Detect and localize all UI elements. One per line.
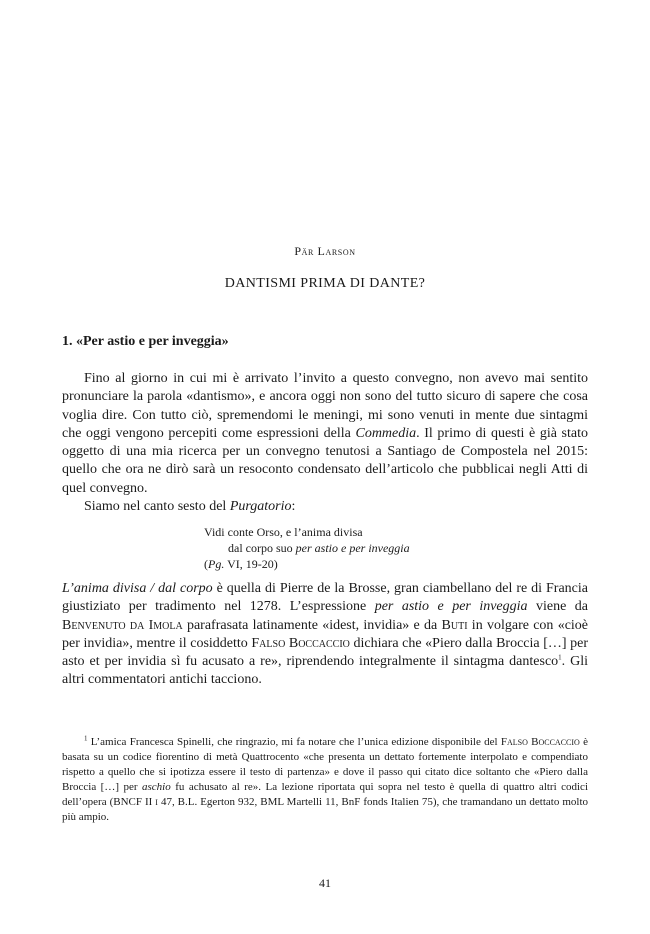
verse-line-2 [204, 540, 410, 556]
commentator-name: Buti [441, 617, 468, 633]
paragraph-1-segment: . Il primo di questi è già stato oggetto di una mia ricerca per un convegno tenutosi a Santiago de Compostela nel 2015: quello che ora ne dirò sarà un resoconto condensato dell’articolo che pubblicai negli Atti di quel convegno. [62, 425, 588, 496]
body-paragraph-2 [62, 580, 588, 690]
footnote-reference[interactable]: 1 [558, 653, 562, 662]
paragraph-2-segment: . Gli altri commentatori antichi tacciono. [62, 654, 588, 688]
verse-line-2-italic: per astio e per inveggia [295, 541, 410, 555]
paragraph-1-text [62, 370, 588, 498]
verse-quotation [204, 524, 410, 572]
footnote-segment: 47, B.L. Egerton 932, BML Martelli 11, BnF fonds Italien 75), che tramandano un dettato molto più ampio. [62, 796, 589, 823]
citation-paren: ( [204, 557, 208, 571]
footnote-1 [62, 735, 588, 825]
paragraph-2-segment: dichiara che «Piero dalla Broccia […] per asto et per invidia sì fu acusato a re», riprendendo integralmente il sintagma dantesco [62, 635, 588, 670]
article-title: DANTISMI PRIMA DI DANTE? [224, 276, 426, 291]
paragraph-2-segment: è quella di Pierre de la Brosse, gran ciambellano del re di Francia giustiziato per tradimento nel 1278. L’espressione [62, 581, 588, 615]
footnote-italic: aschio [142, 781, 171, 793]
work-title-purgatorio: Purgatorio [229, 499, 292, 515]
paragraph-1b-text [62, 498, 588, 516]
paragraph-2-italic: L’anima divisa / dal corpo [62, 581, 213, 596]
paragraph-2-segment: in volgare con «cioè per invidia», mentre il cosiddetto [62, 617, 589, 651]
work-title-commedia: Commedia [355, 425, 417, 441]
footnote-1-text [62, 735, 588, 825]
commentator-name: Benvenuto da Imola [62, 617, 183, 633]
verse-line-2-plain: dal corpo suo [228, 541, 296, 555]
paragraph-1-segment: Fino al giorno in cui mi è arrivato l’invito a questo convegno, non avevo mai sentito pronunciare la parola «dantismo», e ancora oggi non sono del tutto sicuro di sapere che cosa voglia dire. Con tutto ciò, spremendomi le meningi, mi sono venuti in mente due sintagmi che oggi vengono percepiti come espressioni della [62, 371, 588, 441]
paragraph-1b-segment: : [291, 499, 296, 515]
paragraph-2-text [62, 580, 588, 690]
verse-line-1: Vidi conte Orso, e l’anima divisa [204, 525, 363, 539]
paragraph-2-italic: per astio e per inveggia [374, 599, 528, 615]
paragraph-2-segment: parafrasata latinamente «idest, invidia» e da [182, 617, 442, 633]
footnote-segment: è basata su un codice fiorentino di metà Quattrocento «che presenta un dettato fortemente interpolato e compendiato rispetto a quello che si ipotizza essere il testo di partenza» e dove il passo qui citato dice soltanto che «Piero dalla Broccia […] per [62, 736, 588, 793]
footnote-marker: 1 [84, 734, 88, 743]
citation-ref: VI, 19-20) [224, 557, 278, 571]
section-heading: 1. «Per astio e per inveggia» [62, 334, 229, 349]
commentator-name: Falso Boccaccio [251, 635, 350, 651]
footnote-segment: L’amica Francesca Spinelli, che ringrazio, mi fa notare che l’unica edizione disponibile del [87, 736, 501, 748]
paragraph-2-segment: viene da [527, 599, 588, 615]
shelfmark-numeral: i [155, 796, 158, 808]
citation-abbrev: Pg. [208, 557, 225, 571]
paragraph-1b-segment: Siamo nel canto sesto del [84, 499, 230, 515]
verse-citation [204, 556, 410, 572]
author-name: Pär Larson [294, 244, 356, 258]
footnote-segment: fu achusato al re». La lezione riportata qui sopra nel testo è quella di quattro altri codici dell’opera (BNCF II [62, 781, 588, 808]
commentator-name: Falso Boccaccio [500, 736, 580, 748]
body-paragraph-1 [62, 370, 588, 516]
page-number: 41 [319, 876, 331, 890]
